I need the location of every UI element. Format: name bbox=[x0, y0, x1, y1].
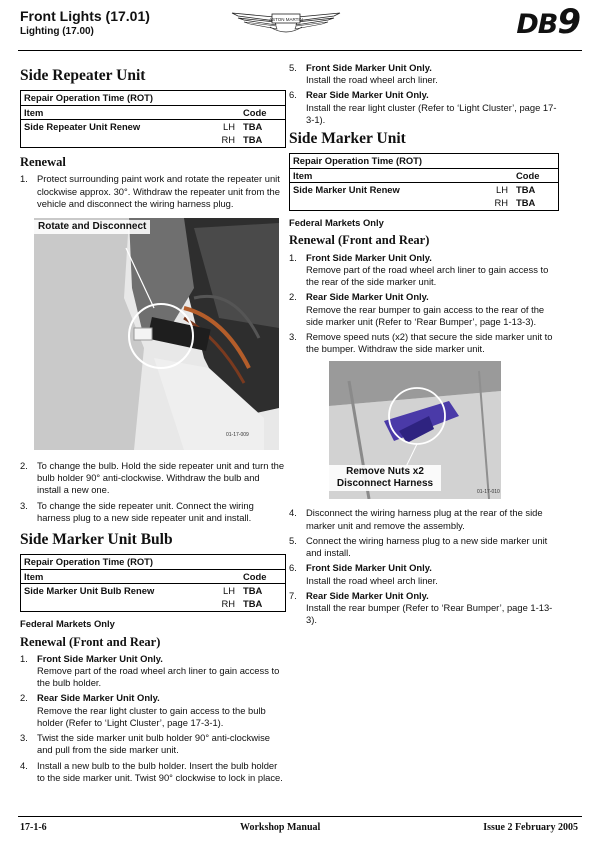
list-item: 6. Front Side Marker Unit Only. Install the road wheel arch liner. bbox=[289, 562, 438, 586]
rot-header-row: Item Code bbox=[290, 168, 558, 182]
list-item: 5. Front Side Marker Unit Only. Install the road wheel arch liner. bbox=[289, 62, 438, 86]
model-badge bbox=[516, 2, 580, 42]
renewal-steps-cont bbox=[20, 460, 286, 524]
section-title-side-repeater: Side Repeater Unit bbox=[20, 67, 146, 84]
renewal-steps bbox=[289, 252, 559, 356]
renewal-title: Renewal (Front and Rear) bbox=[20, 634, 161, 649]
rot-title-row: Repair Operation Time (ROT) bbox=[24, 556, 154, 568]
list-item: 4. Disconnect the wiring harness plug at the rear of the side marker unit and remove the assembly. bbox=[289, 507, 543, 531]
renewal-steps bbox=[20, 653, 286, 784]
section-title-side-marker: Side Marker Unit bbox=[289, 130, 406, 148]
renewal-title: Renewal (Front and Rear) bbox=[289, 233, 430, 248]
list-item: 4. Install a new bulb to the bulb holder. Insert the bulb holder to the side marker unit. Twist 90° clockwise to lock in place. bbox=[20, 759, 283, 783]
header-left bbox=[20, 8, 150, 37]
right-column bbox=[289, 62, 559, 629]
rot-title-row: Repair Operation Time (ROT) bbox=[293, 155, 423, 167]
figure-ref: 01-17-009 bbox=[226, 432, 249, 439]
page-subtitle: Lighting (17.00) bbox=[20, 26, 94, 37]
list-item: 2. Rear Side Marker Unit Only. Remove the rear light cluster to gain access to the bulb holder (Refer to ‘Light Cluster’, page 17-3-1). bbox=[20, 692, 266, 728]
issue-date: Issue 2 February 2005 bbox=[483, 822, 578, 833]
figure-remove-nuts bbox=[329, 361, 501, 499]
left-column bbox=[20, 62, 286, 787]
repeater-photo bbox=[34, 218, 279, 450]
renewal-title: Renewal bbox=[20, 155, 66, 170]
model-prefix: DB bbox=[516, 9, 558, 40]
rot-title-row: Repair Operation Time (ROT) bbox=[24, 92, 154, 104]
list-item: 3. Remove speed nuts (x2) that secure the side marker unit to the bumper. Withdraw the side marker unit. bbox=[289, 331, 553, 355]
list-item: 5. Connect the wiring harness plug to a new side marker unit and install. bbox=[289, 534, 548, 559]
page-number: 17-1-6 bbox=[20, 822, 47, 833]
footer-rule bbox=[18, 816, 582, 817]
continued-steps bbox=[289, 62, 559, 126]
model-number: 9 bbox=[557, 2, 580, 42]
rot-row-rh: RH TBA bbox=[221, 598, 263, 610]
page-title: Front Lights (17.01) bbox=[20, 8, 150, 24]
rot-row-rh: RH TBA bbox=[221, 134, 263, 146]
list-item: 7. Rear Side Marker Unit Only. Install the rear bumper (Refer to ‘Rear Bumper’, page 1-13-3). bbox=[289, 589, 553, 626]
rot-table-side-marker-bulb bbox=[20, 554, 286, 612]
list-item: 6. Rear Side Marker Unit Only. Install the rear light cluster (Refer to ‘Light Cluster’, page 17-3-1). bbox=[289, 89, 557, 125]
rot-header-row: Item Code bbox=[21, 105, 285, 119]
rot-row-rh: RH TBA bbox=[494, 197, 536, 209]
section-title-side-marker-bulb: Side Marker Unit Bulb bbox=[20, 531, 173, 549]
federal-markets-note: Federal Markets Only bbox=[289, 217, 384, 229]
figure-rotate-disconnect bbox=[34, 218, 279, 450]
figure-ref: 01-17-010 bbox=[477, 489, 500, 496]
rot-table-side-repeater bbox=[20, 90, 286, 148]
rot-table-side-marker bbox=[289, 153, 559, 211]
manual-name: Workshop Manual bbox=[240, 822, 321, 833]
figure-label: Rotate and Disconnect bbox=[34, 220, 150, 234]
aston-martin-wings-logo bbox=[230, 7, 342, 39]
renewal-steps-cont bbox=[289, 507, 559, 626]
logo-text: ASTON MARTIN bbox=[269, 17, 303, 22]
header-rule bbox=[18, 50, 582, 51]
figure-label: Remove Nuts x2 Disconnect Harness bbox=[329, 465, 441, 491]
list-item: 2. Rear Side Marker Unit Only. Remove the rear bumper to gain access to the rear of the side marker unit (Refer to ‘Rear Bumper’, page 1-13-3). bbox=[289, 291, 545, 327]
list-item: 3. To change the side repeater unit. Connect the wiring harness plug to a new side repeater unit and install. bbox=[20, 499, 254, 523]
rot-header-row: Item Code bbox=[21, 569, 285, 583]
rot-row-lh: Side Marker Unit Renew LH TBA bbox=[290, 182, 558, 196]
list-item: 3. Twist the side marker unit bulb holder 90° anti-clockwise and pull from the side marker unit. bbox=[20, 732, 271, 756]
list-item: 2. To change the bulb. Hold the side repeater unit and turn the bulb holder 90° anti-clockwise. Withdraw the bulb and install a new one. bbox=[20, 460, 285, 496]
renewal-steps bbox=[20, 173, 286, 210]
rot-row-lh: Side Repeater Unit Renew LH TBA bbox=[21, 119, 285, 133]
rot-row-lh: Side Marker Unit Bulb Renew LH TBA bbox=[21, 583, 285, 597]
federal-markets-note: Federal Markets Only bbox=[20, 618, 115, 630]
list-item: 1. Protect surrounding paint work and rotate the repeater unit clockwise approx. 30°. Withdraw the repeater unit from the vehicle and disconnect the wiring harness plug. bbox=[20, 173, 280, 209]
list-item: 1. Front Side Marker Unit Only. Remove part of the road wheel arch liner to gain access to the bulb holder. bbox=[20, 652, 280, 689]
list-item: 1. Front Side Marker Unit Only. Remove part of the road wheel arch liner to gain access to the rear of the side marker unit. bbox=[289, 251, 549, 288]
